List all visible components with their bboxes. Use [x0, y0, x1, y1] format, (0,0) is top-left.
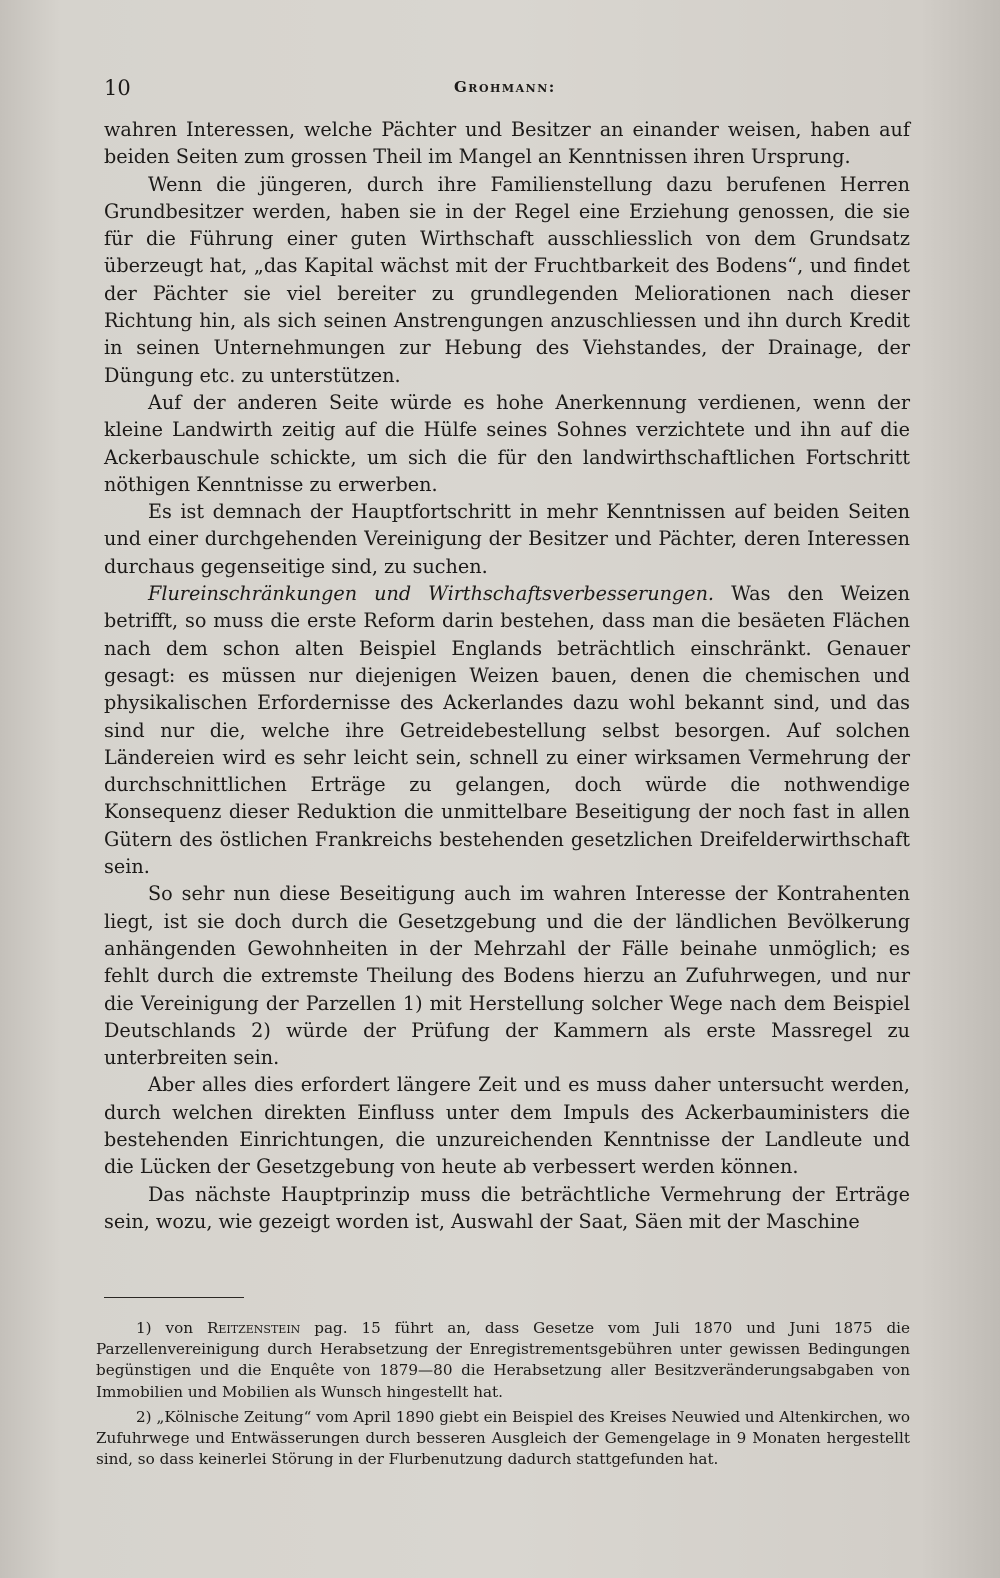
main-text [104, 116, 910, 1235]
paragraph: Das nächste Hauptprinzip muss die beträchtliche Vermehrung der Erträge sein, wozu, wie gezeigt worden ist, Auswahl der Saat, Säen mit der Maschine [104, 1182, 910, 1233]
paragraph [104, 580, 910, 880]
page-number: 10 [104, 76, 131, 100]
section-heading: Flureinschränkungen und Wirthschaftsverbesserungen. [148, 582, 715, 606]
paragraph: Auf der anderen Seite würde es hohe Anerkennung verdienen, wenn der kleine Landwirth zeitig auf die Hülfe seines Sohnes verzichtete und ihn auf die Ackerbauschule schickte, um sich die für den landwirthschaftlichen Fortschritt nöthigen Kenntnisse zu erwerben. [104, 390, 910, 496]
paragraph: Aber alles dies erfordert längere Zeit und es muss daher untersucht werden, durch welchen direkten Einfluss unter dem Impuls des Ackerbauministers die bestehenden Einrichtungen, die unzureichenden Kenntnisse der Landleute und die Lücken der Gesetzgebung von heute ab verbessert werden können. [104, 1073, 910, 1179]
footnote-author: Reitzenstein [206, 1319, 301, 1337]
page-header [104, 76, 910, 106]
footnote-text: pag. 15 führt an, dass Gesetze vom Juli 1870 und Juni 1875 die Parzellenvereinigung durch Herabsetzung der Enregistrementsgebühren unter gewissen Bedingungen begünstigen und die Enquête von 1879—80 die Herabsetzung aller Besitzveränderungsabgaben von Immobilien und Mobilien als Wunsch hingestellt hat. [96, 1319, 911, 1401]
footnote: 2) „Kölnische Zeitung“ vom April 1890 giebt ein Beispiel des Kreises Neuwied und Altenkirchen, wo Zufuhrwege und Entwässerungen durch besseren Ausgleich der Gemengelage in 9 Monaten hergestellt sind, so dass keinerlei Störung in der Flurbenutzung dadurch stattgefunden hat. [96, 1407, 910, 1469]
footnote-divider [104, 1297, 244, 1298]
paragraph-text: Was den Weizen betrifft, so muss die erste Reform darin bestehen, dass man die besäeten Flächen nach dem schon alten Beispiel Englands beträchtlich einschränkt. Genauer gesagt: es müssen nur diejenigen Weizen bauen, denen die chemischen und physikalischen Erfordernisse des Ackerlandes dazu wohl bekannt sind, und das sind nur die, welche ihre Getreidebestellung selbst besorgen. Auf solchen Ländereien wird es sehr leicht sein, schnell zu einer wirksamen Vermehrung der durchschnittlichen Erträge zu gelangen, doch würde die nothwendige Konsequenz dieser Reduktion die unmittelbare Beseitigung der noch fast in allen Gütern des östlichen Frankreichs bestehenden gesetzlichen Dreifelderwirthschaft sein. [104, 582, 910, 879]
paragraph: So sehr nun diese Beseitigung auch im wahren Interesse der Kontrahenten liegt, ist sie doch durch die Gesetzgebung und die der ländlichen Bevölkerung anhängenden Gewohnheiten in der Mehrzahl der Fälle beinahe unmöglich; es fehlt durch die extremste Theilung des Bodens hierzu an Zufuhrwegen, und nur die Vereinigung der Parzellen 1) mit Herstellung solcher Wege nach dem Beispiel Deutschlands 2) würde der Prüfung der Kammern als erste Massregel zu unterbreiten sein. [104, 882, 910, 1070]
paragraph: Es ist demnach der Hauptfortschritt in mehr Kenntnissen auf beiden Seiten und einer durchgehenden Vereinigung der Besitzer und Pächter, deren Interessen durchaus gegenseitige sind, zu suchen. [104, 500, 910, 578]
paragraph: Wenn die jüngeren, durch ihre Familienstellung dazu berufenen Herren Grundbesitzer werden, haben sie in der Regel eine Erziehung genossen, die sie für die Führung einer guten Wirthschaft ausschliesslich von dem Grundsatz überzeugt hat, „das Kapital wächst mit der Fruchtbarkeit des Bodens“, und findet der Pächter sie viel bereiter zu grundlegenden Meliorationen nach dieser Richtung hin, als sich seinen Anstrengungen anzuschliessen und ihn durch Kredit in seinen Unternehmungen zur Hebung des Viehstandes, der Drainage, der Düngung etc. zu unterstützen. [104, 172, 910, 387]
paragraph: wahren Interessen, welche Pächter und Besitzer an einander weisen, haben auf beiden Seiten zum grossen Theil im Mangel an Kenntnissen ihren Ursprung. [104, 118, 910, 169]
running-head: Grohmann: [454, 78, 556, 96]
footnotes [96, 1318, 910, 1474]
footnote-marker: 1) von [136, 1319, 207, 1337]
footnote [96, 1318, 910, 1403]
